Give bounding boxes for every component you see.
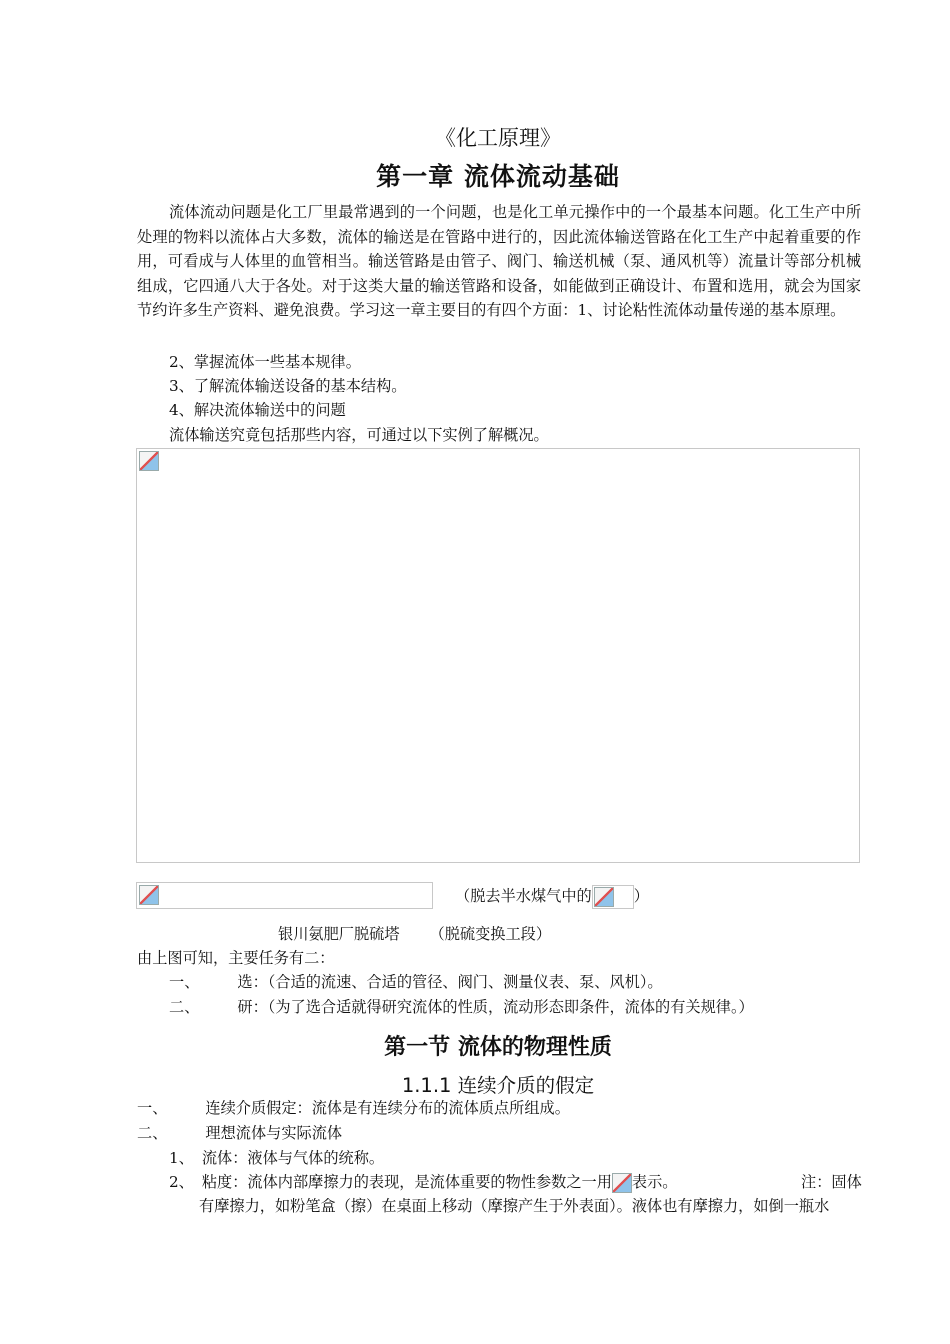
item-num: 2、 xyxy=(169,1173,194,1191)
intro-paragraph: 流体流动问题是化工厂里最常遇到的一个问题，也是化工单元操作中的一个最基本问题。化工生产中所处理的物料以流体占大多数，流体的输送是在管路中进行的，因此流体输送管路在化工生产中起着重要的作用，可看成与人体里的血管相当。输送管路是由管子、阀门、输送机械（泵、通风机等）流量计等部分机械组成，它四通八大于各处。对于这类大量的输送管路和设备，如能做到正确设计、布置和选用，就会为国家节约许多生产资料、避免浪费。学习这一章主要目的有四个方面：1、讨论粘性流体动量传递的基本原理。 xyxy=(137,203,861,320)
broken-image-icon xyxy=(612,1173,632,1193)
item-text: 粘度：流体内部摩擦力的表现，是流体重要的物性参数之一用 xyxy=(201,1173,612,1191)
caption-image xyxy=(136,882,433,909)
subsection-heading: 1.1.1 连续介质的假定 xyxy=(401,1074,595,1097)
note-label: 注：固体 xyxy=(801,1173,862,1191)
tasks-intro: 由上图可知，主要任务有二： xyxy=(137,949,335,967)
caption-plant-name: 银川氨肥厂脱硫塔 xyxy=(278,925,400,943)
task-num: 二、 xyxy=(169,998,200,1016)
mu-symbol-image xyxy=(612,1173,632,1193)
transport-intro: 流体输送究竟包括那些内容，可通过以下实例了解概况。 xyxy=(169,426,549,444)
item-text: 流体：液体与气体的统称。 xyxy=(201,1149,385,1167)
aim-item-3: 3、了解流体输送设备的基本结构。 xyxy=(169,377,407,395)
point-num: 二、 xyxy=(137,1124,168,1142)
list-item-1 xyxy=(169,1146,384,1170)
task-item-1 xyxy=(169,970,663,994)
aim-item-2: 2、掌握流体一些基本规律。 xyxy=(169,353,361,371)
section-heading: 第一节 流体的物理性质 xyxy=(384,1035,612,1060)
broken-image-icon xyxy=(139,451,159,471)
task-item-2 xyxy=(169,995,754,1019)
list-item-2-continued: 有摩擦力，如粉笔盒（擦）在桌面上移动（摩擦产生于外表面）。液体也有摩擦力，如倒一瓶水 xyxy=(199,1197,830,1215)
item-text-end: 表示。 xyxy=(631,1173,678,1191)
inline-formula-image xyxy=(592,885,634,909)
task-num: 一、 xyxy=(169,973,200,991)
aim-item-4: 4、解决流体输送中的问题 xyxy=(169,401,346,419)
caption-stage: （脱硫变换工段） xyxy=(429,925,551,943)
caption-text-a: （脱去半水煤气中的 xyxy=(455,887,592,905)
figure-caption-plant xyxy=(278,922,551,946)
point-text: 连续介质假定：流体是有连续分布的流体质点所组成。 xyxy=(205,1099,570,1117)
broken-image-icon xyxy=(594,887,614,907)
point-item-2 xyxy=(137,1121,342,1145)
task-text: 研：（为了选合适就得研究流体的性质，流动形态即条件，流体的有关规律。） xyxy=(237,998,754,1016)
item-num: 1、 xyxy=(169,1149,194,1167)
caption-text-b: ） xyxy=(633,887,649,905)
point-item-1 xyxy=(137,1096,570,1120)
broken-image-icon xyxy=(139,885,159,905)
chapter-heading: 第一章 流体流动基础 xyxy=(376,162,620,191)
task-text: 选：（合适的流速、合适的管径、阀门、测量仪表、泵、风机）。 xyxy=(237,973,663,991)
point-text: 理想流体与实际流体 xyxy=(205,1124,343,1142)
figure-caption-right xyxy=(455,884,649,909)
process-figure xyxy=(136,448,860,863)
list-item-2 xyxy=(169,1170,677,1194)
document-title: 《化工原理》 xyxy=(435,126,561,150)
point-num: 一、 xyxy=(137,1099,168,1117)
